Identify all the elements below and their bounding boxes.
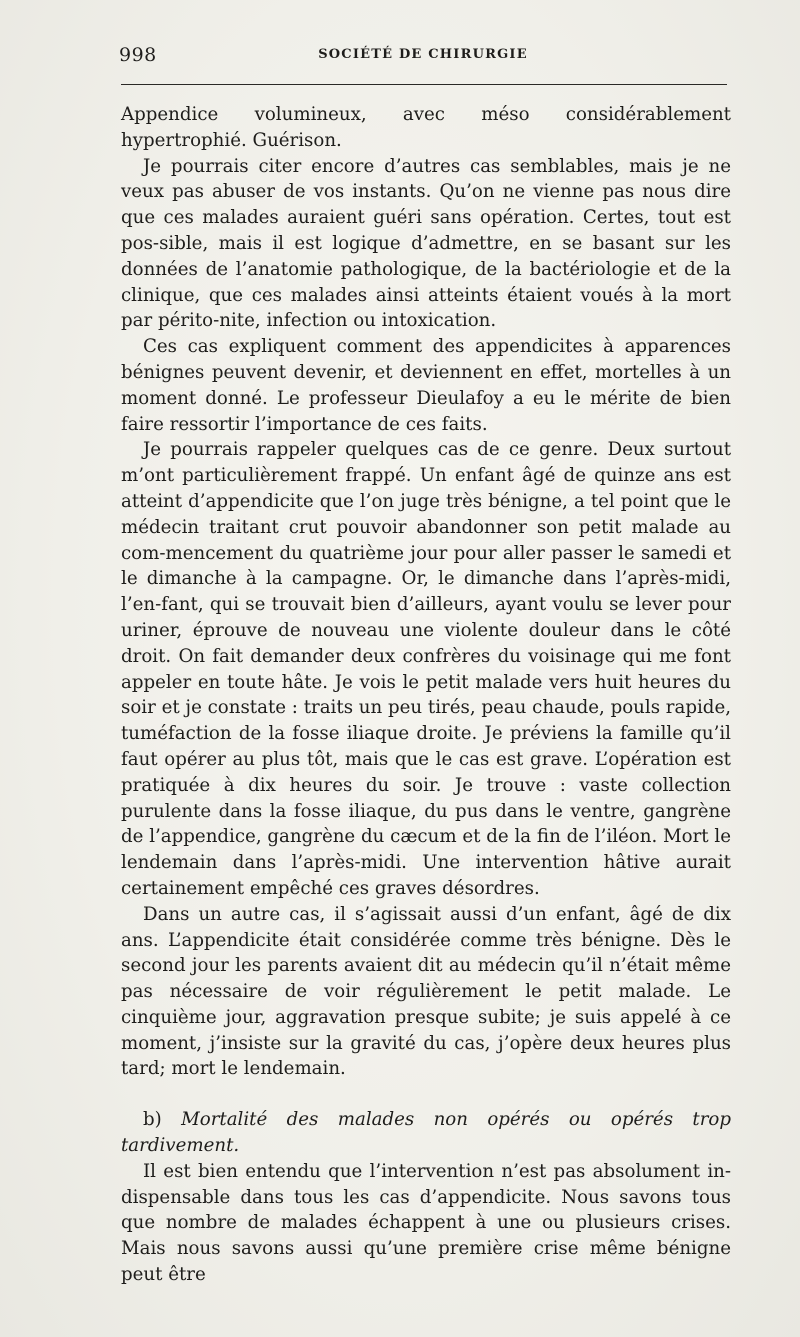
paragraph: Ces cas expliquent comment des appendicites à apparences bénignes peuvent devenir, et deviennent en effet, mortelles à un moment donné. Le professeur Dieulafoy a eu le mérite de bien faire ressortir l’importance de ces faits. — [121, 336, 731, 435]
paragraph: Je pourrais citer encore d’autres cas semblables, mais je ne veux pas abuser de vos instants. Qu’on ne vienne pas nous dire que ces malades auraient guéri sans opération. Certes, tout est pos-sible, mais il est logique d’admettre, en se basant sur les données de l’anatomie pathologique, de la bactériologie et de la clinique, que ces malades ainsi atteints étaient voués à la mort par périto-nite, infection ou intoxication. — [121, 155, 731, 332]
paragraph-continuation: Appendice volumineux, avec méso considérablement hypertrophié. Guérison. — [121, 104, 731, 151]
paragraph: Je pourrais rappeler quelques cas de ce genre. Deux surtout m’ont particulièrement frappé. Un enfant âgé de quinze ans est atteint d’appendicite que l’on juge très bénigne, a tel point que le médecin traitant crut pouvoir abandonner son petit malade au com-mencement du quatrième jour pour aller passer le samedi et le dimanche à la campagne. Or, le dimanche dans l’après-midi, l’en-fant, qui se trouvait bien d’ailleurs, ayant voulu se lever pour uriner, éprouve de nouveau une violente douleur dans le côté droit. On fait demander deux confrères du voisinage qui me font appeler en toute hâte. Je vois le petit malade vers huit heures du soir et je constate : traits un peu tirés, peau chaude, pouls rapide, tuméfaction de la fosse iliaque droite. Je préviens la famille qu’il faut opérer au plus tôt, mais que le cas est grave. L’opération est pratiquée à dix heures du soir. Je trouve : vaste collection purulente dans la fosse iliaque, du pus dans le ventre, gangrène de l’appendice, gangrène du cæcum et de la fin de l’iléon. Mort le lendemain dans l’après-midi. Une intervention hâtive aurait certainement empêché ces graves désordres. — [121, 439, 731, 899]
section-label: b) — [143, 1109, 162, 1131]
header-rule — [121, 84, 727, 85]
section-heading — [121, 1107, 731, 1159]
section-title: Mortalité des malades non opérés ou opérés trop tardivement. — [121, 1109, 731, 1157]
paragraph: Il est bien entendu que l’intervention n’est pas absolument in-dispensable dans tous les cas d’appendicite. Nous savons tous que nombre de malades échappent à une ou plusieurs crises. Mais nous savons aussi qu’une première crise même bénigne peut être — [121, 1160, 731, 1286]
section-gap — [121, 1082, 731, 1107]
body-text — [121, 102, 731, 1288]
running-head: SOCIÉTÉ DE CHIRURGIE — [318, 47, 528, 62]
page-number: 998 — [119, 44, 157, 66]
page-header — [119, 44, 727, 74]
paragraph: Dans un autre cas, il s’agissait aussi d’un enfant, âgé de dix ans. L’appendicite était considérée comme très bénigne. Dès le second jour les parents avaient dit au médecin qu’il n’était même pas nécessaire de voir régulièrement le petit malade. Le cinquième jour, aggravation presque subite; je suis appelé à ce moment, j’insiste sur la gravité du cas, j’opère deux heures plus tard; mort le lendemain. — [121, 903, 731, 1080]
